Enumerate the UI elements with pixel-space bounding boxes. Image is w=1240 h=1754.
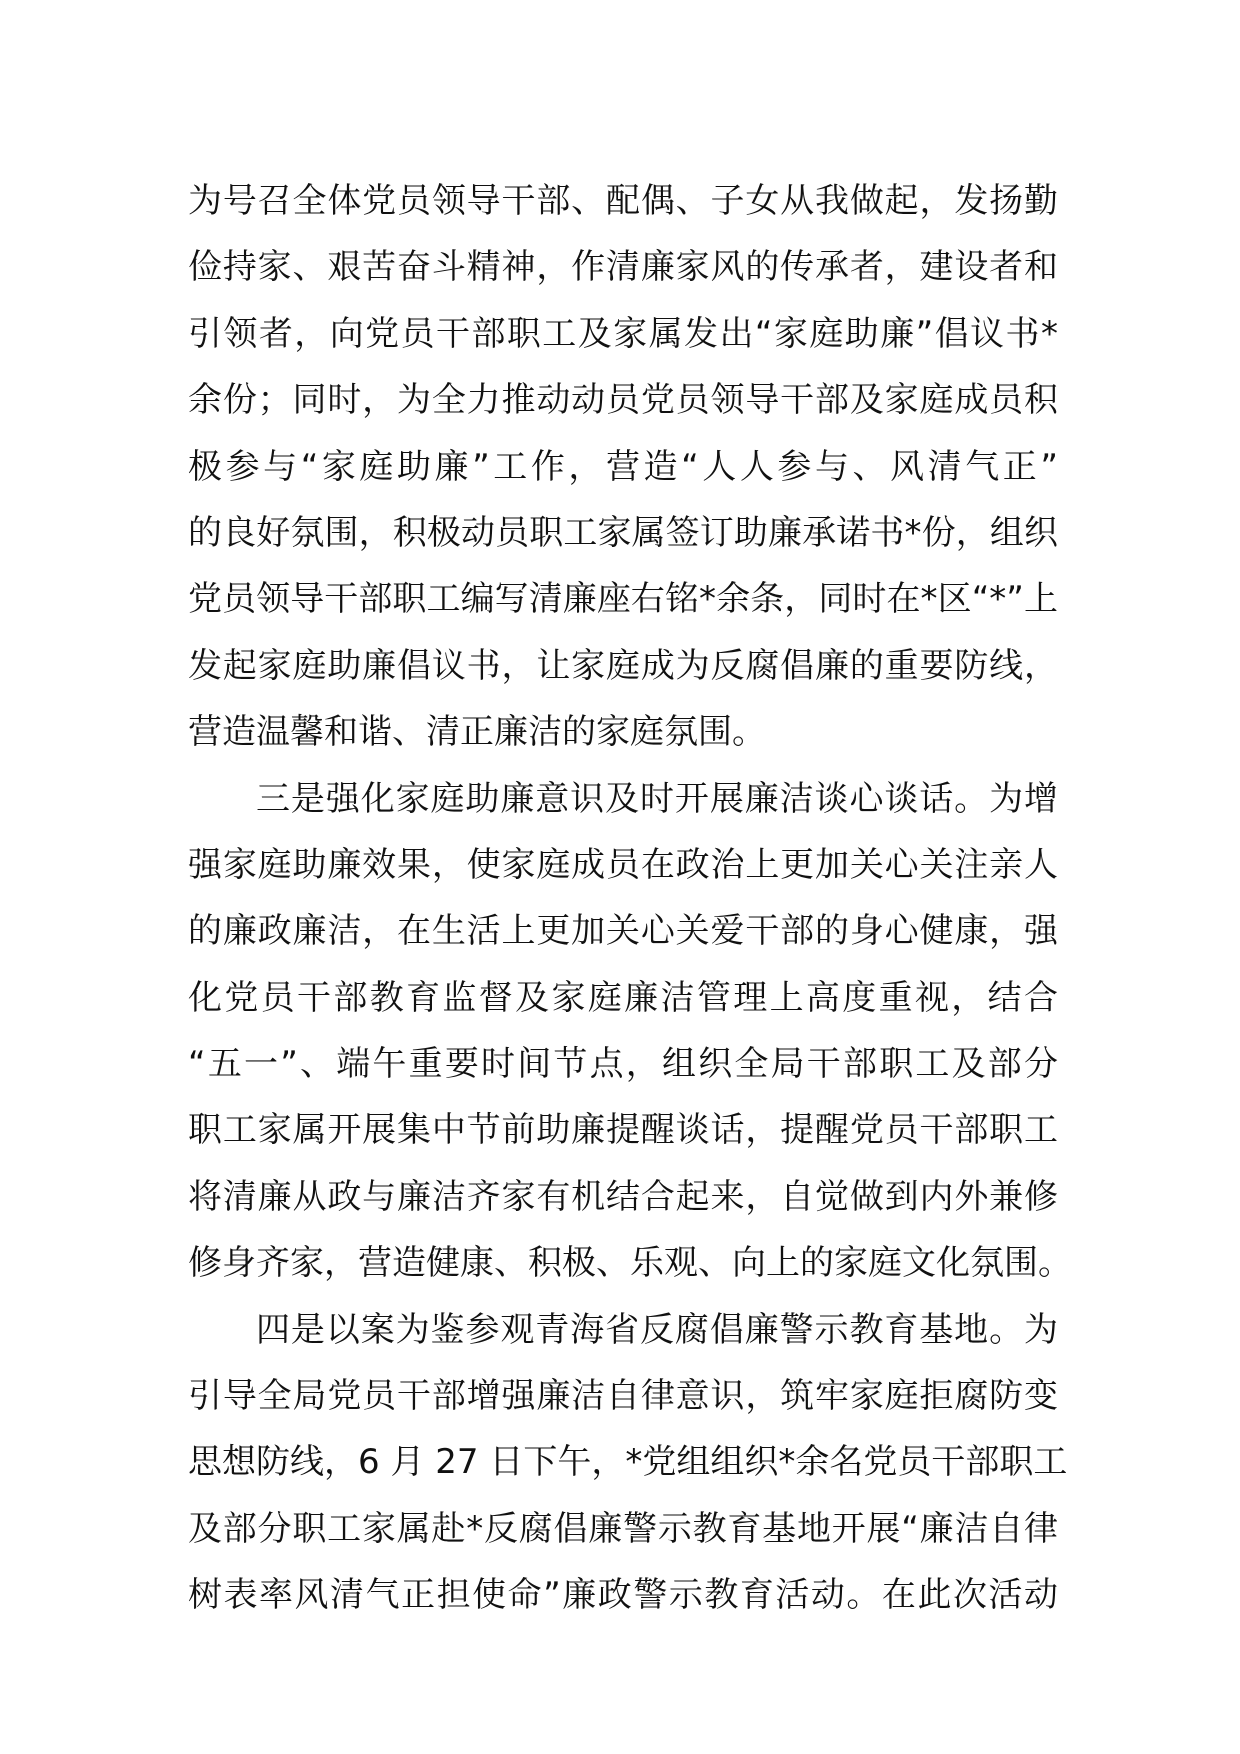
- text-line: 发起家庭助廉倡议书，让家庭成为反腐倡廉的重要防线，: [188, 645, 1058, 686]
- document-body: [188, 168, 1072, 1629]
- text-line: 的廉政廉洁，在生活上更加关心关爱干部的身心健康，强: [188, 911, 1058, 952]
- paragraph-first-line: 四是以案为鉴参观青海省反腐倡廉警示教育基地。为: [256, 1309, 1058, 1350]
- text-line: 思想防线，6 月 27 日下午，*党组组织*余名党员干部职工: [188, 1442, 1068, 1483]
- text-line: 化党员干部教育监督及家庭廉洁管理上高度重视，结合: [188, 977, 1058, 1018]
- text-line: 引导全局党员干部增强廉洁自律意识，筑牢家庭拒腐防变: [188, 1376, 1058, 1417]
- text-line: 为号召全体党员领导干部、配偶、子女从我做起，发扬勤: [188, 181, 1058, 221]
- text-line: 及部分职工家属赴*反腐倡廉警示教育基地开展“廉洁自律: [188, 1508, 1058, 1549]
- paragraph-first-line: 三是强化家庭助廉意识及时开展廉洁谈心谈话。为增: [256, 778, 1058, 819]
- text-line: 的良好氛围，积极动员职工家属签订助廉承诺书*份，组织: [188, 512, 1058, 553]
- text-line: 将清廉从政与廉洁齐家有机结合起来，自觉做到内外兼修: [188, 1176, 1058, 1217]
- text-line: 党员领导干部职工编写清廉座右铭*余条，同时在*区“*”上: [188, 579, 1058, 620]
- text-line: 强家庭助廉效果，使家庭成员在政治上更加关心关注亲人: [188, 844, 1058, 885]
- text-line: 余份；同时，为全力推动动员党员领导干部及家庭成员积: [188, 380, 1058, 421]
- text-line: 树表率风清气正担使命”廉政警示教育活动。在此次活动: [188, 1575, 1058, 1616]
- text-line: “五一”、端午重要时间节点，组织全局干部职工及部分: [188, 1044, 1058, 1085]
- text-line: 俭持家、艰苦奋斗精神，作清廉家风的传承者，建设者和: [188, 247, 1058, 288]
- paragraph-end-line: 修身齐家，营造健康、积极、乐观、向上的家庭文化氛围。: [188, 1243, 1072, 1284]
- text-line: 引领者，向党员干部职工及家属发出“家庭助廉”倡议书*: [188, 313, 1058, 354]
- text-line: 极参与“家庭助廉”工作，营造“人人参与、风清气正”: [188, 446, 1058, 487]
- paragraph-end-line: 营造温馨和谐、清正廉洁的家庭氛围。: [188, 712, 766, 753]
- text-line: 职工家属开展集中节前助廉提醒谈话，提醒党员干部职工: [188, 1110, 1058, 1151]
